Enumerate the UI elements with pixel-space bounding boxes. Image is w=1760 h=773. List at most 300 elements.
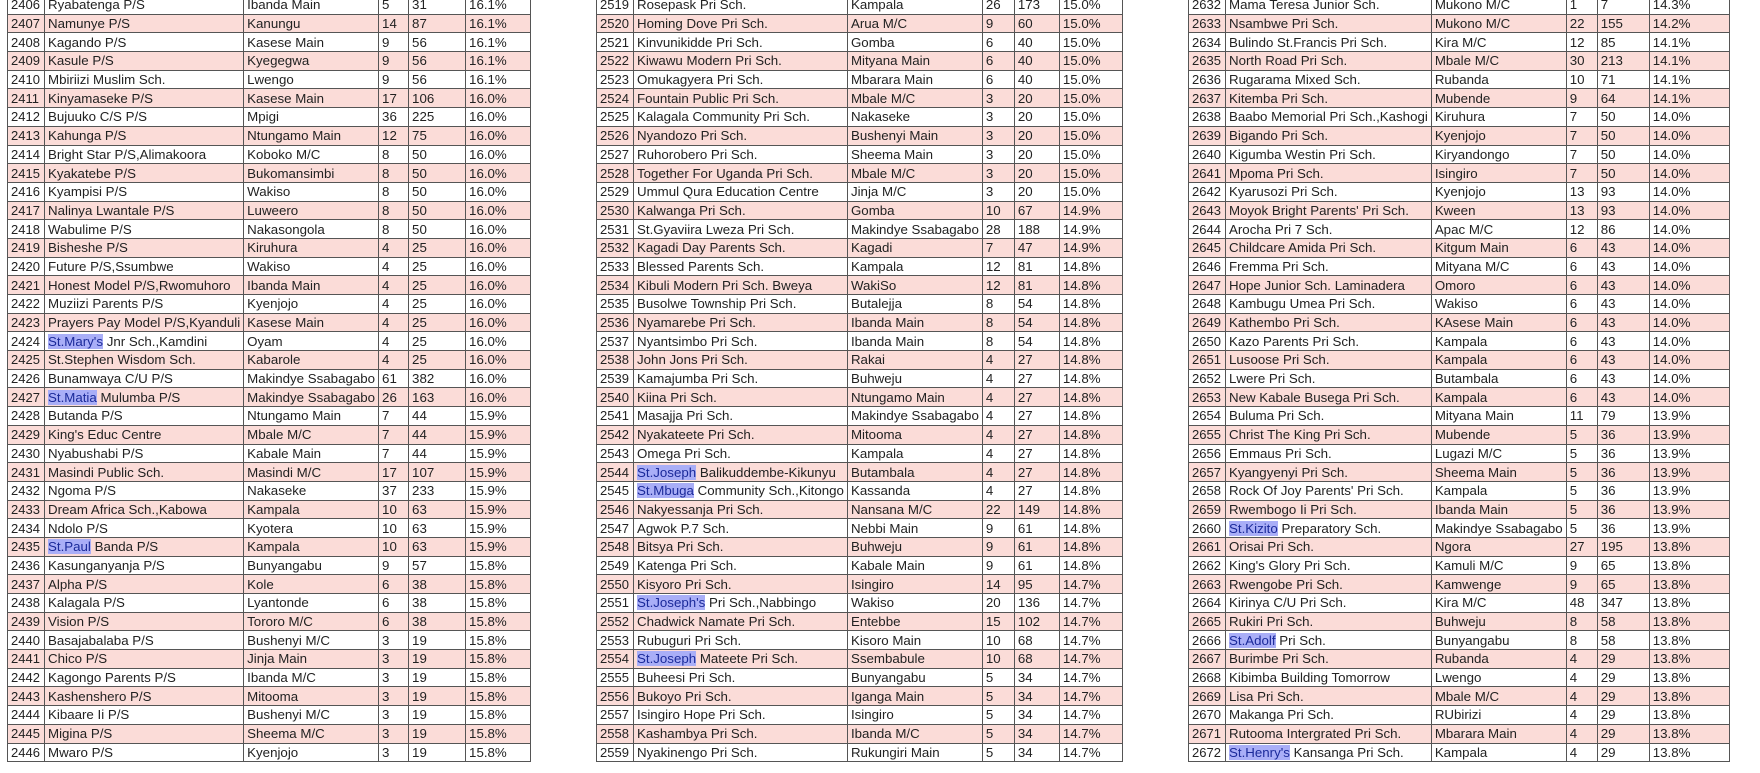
percent-cell: 16.0% [466,201,531,220]
count-b-cell: 19 [409,743,466,762]
table-row [8,706,531,725]
search-highlight: St.Matia [48,389,97,405]
district-cell: Ssembabule [847,650,982,669]
count-b-cell: 40 [1014,33,1059,52]
district-cell: Kampala [1431,388,1566,407]
district-cell: Koboko M/C [244,145,379,164]
school-cell: Kashambya Pri Sch. [634,724,848,743]
percent-cell: 13.9% [1649,500,1729,519]
district-cell: Makindye Ssabagabo [244,369,379,388]
percent-cell: 15.0% [1059,145,1122,164]
school-cell: Kambugu Umea Pri Sch. [1226,295,1432,314]
count-b-cell: 136 [1014,594,1059,613]
school-cell: Homing Dove Pri Sch. [634,14,848,33]
table-row [597,238,1123,257]
school-cell: Bulindo St.Francis Pri Sch. [1226,33,1432,52]
count-b-cell: 44 [409,407,466,426]
count-a-cell: 7 [379,425,409,444]
count-a-cell: 3 [982,145,1014,164]
count-a-cell: 9 [982,556,1014,575]
count-a-cell: 6 [1566,332,1597,351]
rank-cell: 2528 [597,164,634,183]
count-a-cell: 17 [379,463,409,482]
count-a-cell: 4 [982,369,1014,388]
percent-cell: 13.8% [1649,556,1729,575]
table-row [8,257,531,276]
count-a-cell: 6 [1566,295,1597,314]
count-b-cell: 60 [1014,14,1059,33]
count-a-cell: 6 [1566,351,1597,370]
percent-cell: 13.8% [1649,687,1729,706]
school-cell: Butanda P/S [45,407,244,426]
count-a-cell: 4 [379,276,409,295]
count-a-cell: 3 [379,631,409,650]
count-a-cell: 6 [379,575,409,594]
percent-cell: 16.0% [466,351,531,370]
table-row [597,519,1123,538]
table-row [1189,724,1730,743]
school-cell: Isingiro Hope Pri Sch. [634,706,848,725]
school-cell: Wabulime P/S [45,220,244,239]
percent-cell: 14.0% [1649,145,1729,164]
percent-cell: 14.7% [1059,724,1122,743]
rank-cell: 2436 [8,556,45,575]
count-a-cell: 8 [982,295,1014,314]
table-row [597,500,1123,519]
percent-cell: 14.7% [1059,706,1122,725]
rank-cell: 2646 [1189,257,1226,276]
rank-cell: 2635 [1189,52,1226,71]
table-row [1189,481,1730,500]
school-cell: Future P/S,Ssumbwe [45,257,244,276]
district-cell: Kyotera [244,519,379,538]
table-row [1189,108,1730,127]
percent-cell: 14.0% [1649,108,1729,127]
ranking-panel-3 [1188,0,1730,762]
rank-cell: 2648 [1189,295,1226,314]
district-cell: Nebbi Main [847,519,982,538]
percent-cell: 14.8% [1059,500,1122,519]
count-b-cell: 25 [409,257,466,276]
table-row [1189,238,1730,257]
district-cell: Bushenyi M/C [244,631,379,650]
school-cell: Kigumba Westin Pri Sch. [1226,145,1432,164]
school-cell [1226,519,1432,538]
count-a-cell: 26 [982,0,1014,14]
rank-cell: 2671 [1189,724,1226,743]
rank-cell: 2664 [1189,594,1226,613]
table-row [1189,575,1730,594]
percent-cell: 14.0% [1649,351,1729,370]
count-b-cell: 93 [1597,182,1649,201]
rank-cell: 2413 [8,126,45,145]
percent-cell: 16.0% [466,108,531,127]
school-cell: Kiina Pri Sch. [634,388,848,407]
rank-cell: 2667 [1189,650,1226,669]
school-cell: Kalwanga Pri Sch. [634,201,848,220]
district-cell: Kasese Main [244,313,379,332]
district-cell: Kampala [244,537,379,556]
percent-cell: 16.0% [466,257,531,276]
table-row [597,164,1123,183]
rank-cell: 2530 [597,201,634,220]
percent-cell: 15.9% [466,407,531,426]
school-cell: Bukoyo Pri Sch. [634,687,848,706]
rank-cell: 2669 [1189,687,1226,706]
count-b-cell: 19 [409,631,466,650]
school-cell: Nyamarebe Pri Sch. [634,313,848,332]
count-b-cell: 56 [409,70,466,89]
school-cell: St.Stephen Wisdom Sch. [45,351,244,370]
rank-cell: 2539 [597,369,634,388]
district-cell: Kampala [1431,481,1566,500]
district-cell: Bushenyi Main [847,126,982,145]
percent-cell: 15.9% [466,481,531,500]
percent-cell: 14.8% [1059,276,1122,295]
district-cell: Kanungu [244,14,379,33]
rank-cell: 2425 [8,351,45,370]
school-cell: St.Gyaviira Lweza Pri Sch. [634,220,848,239]
table-row [597,70,1123,89]
table-row [597,369,1123,388]
school-cell: Burimbe Pri Sch. [1226,650,1432,669]
table-row [1189,257,1730,276]
district-cell: Mpigi [244,108,379,127]
school-cell: Agwok P.7 Sch. [634,519,848,538]
count-b-cell: 36 [1597,425,1649,444]
count-a-cell: 10 [982,631,1014,650]
school-cell: Kasule P/S [45,52,244,71]
rank-cell: 2519 [597,0,634,14]
search-highlight: St.Kizito [1229,520,1278,536]
table-row [8,126,531,145]
table-row [8,164,531,183]
table-row [597,668,1123,687]
count-b-cell: 19 [409,668,466,687]
rank-cell: 2670 [1189,706,1226,725]
count-a-cell: 6 [1566,257,1597,276]
percent-cell: 14.7% [1059,612,1122,631]
table-row [8,108,531,127]
rank-cell: 2438 [8,594,45,613]
count-a-cell: 6 [1566,388,1597,407]
percent-cell: 15.9% [466,463,531,482]
count-a-cell: 4 [982,481,1014,500]
count-b-cell: 57 [409,556,466,575]
school-cell: Lisa Pri Sch. [1226,687,1432,706]
count-b-cell: 19 [409,687,466,706]
percent-cell: 13.9% [1649,481,1729,500]
table-row [597,52,1123,71]
percent-cell: 15.0% [1059,52,1122,71]
percent-cell: 15.9% [466,537,531,556]
school-name-rest: Community Sch.,Kitongo [693,483,844,499]
table-row [1189,537,1730,556]
school-cell: Nyabushabi P/S [45,444,244,463]
table-row [8,631,531,650]
rank-cell: 2558 [597,724,634,743]
table-row [8,612,531,631]
table-row [1189,687,1730,706]
count-a-cell: 5 [1566,500,1597,519]
percent-cell: 14.8% [1059,407,1122,426]
count-b-cell: 44 [409,444,466,463]
district-cell: Butambala [1431,369,1566,388]
district-cell: Bunyangabu [1431,631,1566,650]
percent-cell: 14.0% [1649,295,1729,314]
count-b-cell: 65 [1597,575,1649,594]
count-b-cell: 54 [1014,295,1059,314]
count-a-cell: 5 [1566,444,1597,463]
school-cell [634,594,848,613]
district-cell: Mbale M/C [847,164,982,183]
percent-cell: 16.1% [466,0,531,14]
count-a-cell: 4 [379,238,409,257]
count-a-cell: 22 [982,500,1014,519]
percent-cell: 14.1% [1649,52,1729,71]
district-cell: Ibanda Main [244,0,379,14]
percent-cell: 13.8% [1649,575,1729,594]
district-cell: Kabarole [244,351,379,370]
count-b-cell: 47 [1014,238,1059,257]
percent-cell: 14.8% [1059,537,1122,556]
percent-cell: 14.8% [1059,425,1122,444]
count-a-cell: 12 [982,276,1014,295]
percent-cell: 14.1% [1649,33,1729,52]
count-b-cell: 81 [1014,276,1059,295]
school-cell: Buheesi Pri Sch. [634,668,848,687]
school-cell: Lusoose Pri Sch. [1226,351,1432,370]
rank-cell: 2550 [597,575,634,594]
percent-cell: 14.0% [1649,388,1729,407]
rank-cell: 2633 [1189,14,1226,33]
district-cell: Kira M/C [1431,33,1566,52]
table-row [597,650,1123,669]
count-a-cell: 3 [379,668,409,687]
district-cell: Kamwenge [1431,575,1566,594]
school-cell: Kyarusozi Pri Sch. [1226,182,1432,201]
percent-cell: 16.1% [466,14,531,33]
count-b-cell: 173 [1014,0,1059,14]
percent-cell: 14.9% [1059,238,1122,257]
district-cell: Sheema M/C [244,724,379,743]
rank-cell: 2645 [1189,238,1226,257]
count-a-cell: 4 [1566,668,1597,687]
rank-cell: 2651 [1189,351,1226,370]
search-highlight: St.Adolf [1229,632,1276,648]
school-cell: Rock Of Joy Parents' Pri Sch. [1226,481,1432,500]
table-row [8,238,531,257]
rank-cell: 2532 [597,238,634,257]
count-b-cell: 54 [1014,313,1059,332]
count-a-cell: 10 [379,537,409,556]
rank-cell: 2642 [1189,182,1226,201]
rank-cell: 2541 [597,407,634,426]
percent-cell: 16.0% [466,238,531,257]
district-cell: Ibanda Main [847,313,982,332]
percent-cell: 14.7% [1059,687,1122,706]
district-cell: Ibanda Main [847,332,982,351]
ranking-table-body [8,0,531,762]
school-cell: Bitsya Pri Sch. [634,537,848,556]
school-name-rest: Pri Sch.,Nabbingo [705,595,817,611]
table-row [8,52,531,71]
rank-cell: 2521 [597,33,634,52]
count-a-cell: 61 [379,369,409,388]
district-cell: Kyenjojo [1431,126,1566,145]
school-cell: Hope Junior Sch. Laminadera [1226,276,1432,295]
count-b-cell: 64 [1597,89,1649,108]
school-cell: Rwembogo Ii Pri Sch. [1226,500,1432,519]
district-cell: Isingiro [1431,164,1566,183]
rank-cell: 2441 [8,650,45,669]
table-row [1189,369,1730,388]
district-cell: Butalejja [847,295,982,314]
percent-cell: 14.8% [1059,332,1122,351]
count-b-cell: 36 [1597,519,1649,538]
count-b-cell: 43 [1597,295,1649,314]
count-a-cell: 3 [379,743,409,762]
percent-cell: 14.2% [1649,14,1729,33]
count-b-cell: 34 [1014,668,1059,687]
percent-cell: 13.8% [1649,724,1729,743]
school-cell: Arocha Pri 7 Sch. [1226,220,1432,239]
district-cell: Kyenjojo [244,295,379,314]
rank-cell: 2548 [597,537,634,556]
rank-cell: 2427 [8,388,45,407]
district-cell: Kole [244,575,379,594]
count-a-cell: 4 [1566,724,1597,743]
percent-cell: 14.0% [1649,313,1729,332]
school-cell: Kagongo Parents P/S [45,668,244,687]
district-cell: Ibanda M/C [244,668,379,687]
school-cell: Chico P/S [45,650,244,669]
table-row [1189,220,1730,239]
count-b-cell: 40 [1014,52,1059,71]
school-cell: Kalagala Community Pri Sch. [634,108,848,127]
school-cell: Mama Teresa Junior Sch. [1226,0,1432,14]
count-b-cell: 29 [1597,650,1649,669]
rank-cell: 2535 [597,295,634,314]
count-a-cell: 17 [379,89,409,108]
percent-cell: 16.0% [466,126,531,145]
rank-cell: 2421 [8,276,45,295]
table-row [1189,164,1730,183]
count-b-cell: 20 [1014,164,1059,183]
district-cell: Tororo M/C [244,612,379,631]
table-row [8,295,531,314]
percent-cell: 14.0% [1649,276,1729,295]
table-row [597,33,1123,52]
percent-cell: 14.1% [1649,89,1729,108]
school-cell: Alpha P/S [45,575,244,594]
count-b-cell: 43 [1597,351,1649,370]
school-cell [1226,631,1432,650]
rank-cell: 2415 [8,164,45,183]
count-b-cell: 50 [409,145,466,164]
school-cell: Kyangyenyi Pri Sch. [1226,463,1432,482]
table-row [1189,145,1730,164]
table-row [8,313,531,332]
percent-cell: 13.9% [1649,463,1729,482]
count-a-cell: 3 [379,687,409,706]
school-name-rest: Mulumba P/S [96,389,181,405]
count-a-cell: 3 [982,182,1014,201]
table-row [8,407,531,426]
search-highlight: St.Paul [48,539,91,555]
table-row [597,108,1123,127]
rank-cell: 2643 [1189,201,1226,220]
school-cell: Kyakatebe P/S [45,164,244,183]
percent-cell: 16.0% [466,295,531,314]
count-a-cell: 12 [1566,33,1597,52]
count-b-cell: 155 [1597,14,1649,33]
table-row [8,201,531,220]
count-a-cell: 5 [1566,463,1597,482]
count-a-cell: 8 [1566,631,1597,650]
table-row [1189,52,1730,71]
percent-cell: 15.8% [466,668,531,687]
count-b-cell: 29 [1597,743,1649,762]
rank-cell: 2431 [8,463,45,482]
table-row [8,388,531,407]
rank-cell: 2641 [1189,164,1226,183]
percent-cell: 15.0% [1059,70,1122,89]
count-a-cell: 8 [982,313,1014,332]
rank-cell: 2656 [1189,444,1226,463]
count-a-cell: 4 [1566,687,1597,706]
district-cell: Wakiso [1431,295,1566,314]
ranking-panel-2 [596,0,1123,762]
count-b-cell: 36 [1597,481,1649,500]
school-cell: King's Glory Pri Sch. [1226,556,1432,575]
rank-cell: 2523 [597,70,634,89]
percent-cell: 14.0% [1649,369,1729,388]
count-b-cell: 43 [1597,238,1649,257]
school-cell: Bunamwaya C/U P/S [45,369,244,388]
table-row [8,537,531,556]
district-cell: Wakiso [847,594,982,613]
count-b-cell: 34 [1014,706,1059,725]
rank-cell: 2549 [597,556,634,575]
rank-cell: 2660 [1189,519,1226,538]
school-cell: Mbiriizi Muslim Sch. [45,70,244,89]
table-row [1189,743,1730,762]
count-a-cell: 3 [982,89,1014,108]
count-b-cell: 63 [409,500,466,519]
rank-cell: 2666 [1189,631,1226,650]
percent-cell: 16.0% [466,145,531,164]
rank-cell: 2440 [8,631,45,650]
rank-cell: 2672 [1189,743,1226,762]
district-cell: KAsese Main [1431,313,1566,332]
district-cell: Rubanda [1431,70,1566,89]
ranking-table-1 [7,0,531,762]
table-row [8,14,531,33]
school-cell: Masajja Pri Sch. [634,407,848,426]
rank-cell: 2439 [8,612,45,631]
percent-cell: 13.8% [1649,743,1729,762]
district-cell: Mukono M/C [1431,0,1566,14]
count-b-cell: 43 [1597,388,1649,407]
percent-cell: 16.1% [466,52,531,71]
district-cell: Kampala [847,257,982,276]
rank-cell: 2529 [597,182,634,201]
table-row [597,444,1123,463]
count-b-cell: 34 [1014,743,1059,762]
count-a-cell: 11 [1566,407,1597,426]
count-b-cell: 86 [1597,220,1649,239]
